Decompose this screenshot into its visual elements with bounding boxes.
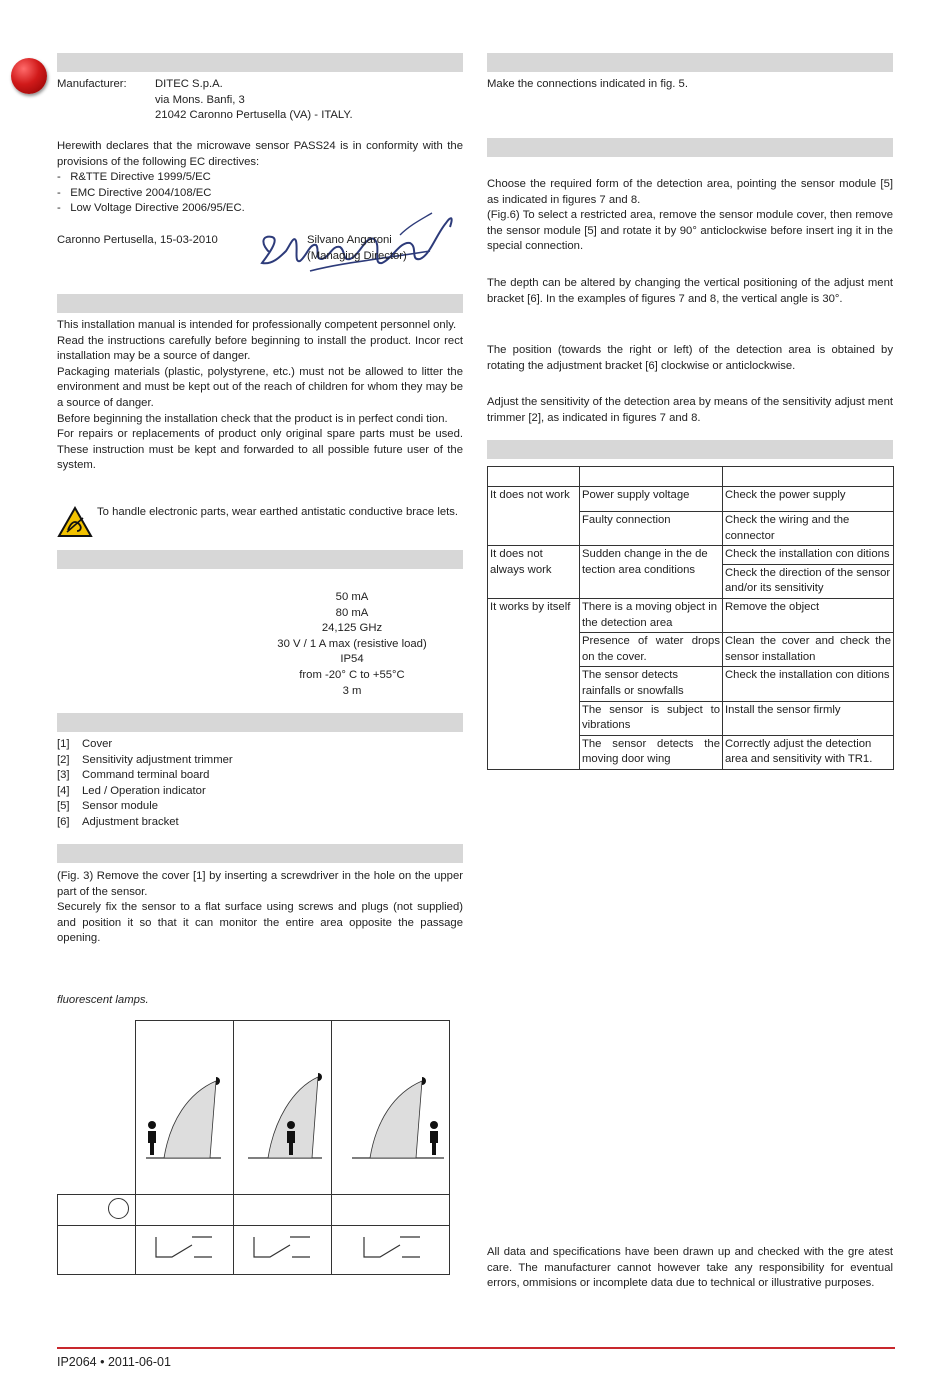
- spec-value: 80 mA: [335, 606, 369, 619]
- list-item: [57, 737, 233, 753]
- detection-figure: [57, 1020, 450, 1275]
- directive-label: Low Voltage Directive 2006/95/EC.: [70, 202, 245, 215]
- table-header-cell: [580, 467, 723, 487]
- installation-text: [57, 869, 463, 947]
- list-item: [57, 815, 233, 831]
- part-label: Adjustment bracket: [82, 815, 179, 828]
- section-bar-specs: [57, 550, 463, 569]
- part-number: [6]: [57, 815, 70, 828]
- remedy-cell: Correctly adjust the detection area and sensitivity with TR1.: [723, 735, 894, 769]
- safety-text: [57, 318, 463, 474]
- directive-item: - R&TTE Directive 1999/5/EC: [57, 171, 211, 184]
- section-bar-safety: [57, 294, 463, 313]
- part-number: [2]: [57, 753, 70, 766]
- section-bar-adjustment: [487, 138, 893, 157]
- spec-value: 30 V / 1 A max (resistive load): [277, 637, 427, 650]
- part-number: [5]: [57, 800, 70, 813]
- adjustment-sensitivity-text: Adjust the sensitivity of the detection area by means of the sensitivity adjust ment trimmer [2], as indicated in figures 7 and 8.: [487, 396, 893, 424]
- document-code: IP2064 • 2011-06-01: [57, 1355, 171, 1369]
- section-bar-troubleshooting: [487, 440, 893, 459]
- list-item: [57, 784, 233, 800]
- remedy-cell: Check the installation con ditions: [723, 546, 894, 565]
- part-number: [3]: [57, 769, 70, 782]
- safety-paragraph: Packaging materials (plastic, polystyrene, etc.) must not be allowed to litter the environment and must be kept out of the reach of children for whom they may be a source of danger.: [57, 365, 463, 409]
- figure-divider: [58, 1194, 449, 1195]
- relay-contact-icon: [252, 1231, 312, 1263]
- scene-person-beyond: [332, 1021, 450, 1194]
- spec-value: 3 m: [342, 684, 362, 697]
- part-number: [1]: [57, 738, 70, 750]
- table-row: [488, 487, 894, 512]
- fluorescent-note: fluorescent lamps.: [57, 994, 149, 1006]
- cause-cell: The sensor detects the moving door wing: [580, 735, 723, 769]
- remedy-cell: Check the direction of the sensor and/or its sensitivity: [723, 564, 894, 598]
- cause-cell: The sensor is subject to vibrations: [580, 701, 723, 735]
- remedy-cell: Remove the object: [723, 598, 894, 632]
- directive-item: - Low Voltage Directive 2006/95/EC.: [57, 202, 245, 215]
- table-header-cell: [723, 467, 894, 487]
- figure-blank-cell: [57, 1020, 135, 1194]
- list-item: [57, 768, 233, 784]
- manufacturer-label: Manufacturer:: [57, 78, 127, 90]
- section-bar-parts: [57, 713, 463, 732]
- adjustment-form-text: [487, 177, 893, 255]
- troubleshooting-table: [487, 466, 894, 770]
- part-number: [4]: [57, 784, 70, 797]
- spec-value: IP54: [340, 653, 364, 666]
- manufacturer-line: DITEC S.p.A.: [155, 78, 223, 90]
- section-bar-installation: [57, 844, 463, 863]
- footer-divider: [57, 1347, 895, 1349]
- safety-paragraph: Before beginning the installation check that the product is in perfect condi tion.: [57, 412, 448, 425]
- table-header-cell: [488, 467, 580, 487]
- remedy-cell: Check the wiring and the connector: [723, 512, 894, 546]
- safety-paragraph: This installation manual is intended for professionally competent personnel only.: [57, 319, 457, 331]
- declaration-statement: Herewith declares that the microwave sensor PASS24 is in conformity with the provisions of the following EC directives:: [57, 140, 463, 168]
- adjustment-position-text: The position (towards the right or left) of the detection area is obtained by rotating the adjustment bracket [6] clockwise or anticlockwise.: [487, 344, 893, 372]
- manufacturer-line: via Mons. Banfi, 3: [155, 93, 245, 106]
- signer-name: Silvano Angaroni: [307, 234, 392, 246]
- part-label: Sensitivity adjustment trimmer: [82, 753, 233, 766]
- led-circle-icon: [108, 1198, 129, 1219]
- esd-warning-icon: [57, 506, 93, 538]
- remedy-cell: Clean the cover and check the sensor installation: [723, 633, 894, 667]
- cause-cell: There is a moving object in the detection area: [580, 598, 723, 632]
- part-label: Sensor module: [82, 800, 158, 813]
- adjustment-paragraph: Choose the required form of the detection area, pointing the sensor module [5] as indicated in figures 7 and 8.: [487, 178, 893, 206]
- spec-value: from -20° C to +55°C: [299, 668, 405, 681]
- remedy-cell: Install the sensor firmly: [723, 701, 894, 735]
- directive-label: R&TTE Directive 1999/5/EC: [70, 171, 211, 184]
- scene-person-inside: [234, 1021, 331, 1194]
- safety-paragraph: For repairs or replacements of product only original spare parts must be used. These instruction must be kept and forwarded to all possible future user of the system.: [57, 428, 463, 472]
- spec-values: [252, 590, 452, 699]
- relay-contact-icon: [154, 1231, 214, 1263]
- manufacturer-line: 21042 Caronno Pertusella (VA) - ITALY.: [155, 109, 353, 122]
- part-label: Command terminal board: [82, 769, 210, 782]
- fault-cell: It works by itself: [488, 598, 580, 769]
- fault-cell: It does not always work: [488, 546, 580, 599]
- directive-item: - EMC Directive 2004/108/EC: [57, 186, 212, 199]
- cause-cell: Faulty connection: [580, 512, 723, 546]
- table-row: [488, 546, 894, 565]
- part-label: Cover: [82, 738, 113, 750]
- table-row: [488, 598, 894, 632]
- remedy-cell: Check the power supply: [723, 487, 894, 512]
- cause-cell: Presence of water drops on the cover.: [580, 633, 723, 667]
- figure-divider: [58, 1225, 449, 1226]
- cause-cell: Power supply voltage: [580, 487, 723, 512]
- place-date: Caronno Pertusella, 15-03-2010: [57, 234, 218, 246]
- connections-text: Make the connections indicated in fig. 5.: [487, 78, 688, 90]
- table-header-row: [488, 467, 894, 487]
- section-bar-declaration: [57, 53, 463, 72]
- section-bar-connections: [487, 53, 893, 72]
- disclaimer-text: All data and specifications have been drawn up and checked with the gre atest care. The manufacturer cannot however take any responsibility for eventual errors, ommisions or incomplete data due to technical or illustrative purposes.: [487, 1246, 893, 1290]
- installation-paragraph: Securely fix the sensor to a flat surface using screws and plugs (not supplied) and position it so that it can monitor the entire area opposite the passage opening.: [57, 901, 463, 945]
- parts-list: [57, 737, 233, 831]
- spec-value: 50 mA: [335, 591, 369, 603]
- cause-cell: Sudden change in the de tection area conditions: [580, 546, 723, 599]
- signer-role: (Managing Director): [307, 249, 407, 262]
- esd-note: To handle electronic parts, wear earthed antistatic conductive brace lets.: [97, 506, 459, 518]
- directive-label: EMC Directive 2004/108/EC: [70, 186, 212, 199]
- scene-person-outside: [136, 1021, 233, 1194]
- relay-contact-icon: [362, 1231, 422, 1263]
- cause-cell: The sensor detects rainfalls or snowfalls: [580, 667, 723, 701]
- part-label: Led / Operation indicator: [82, 784, 206, 797]
- safety-paragraph: Read the instructions carefully before beginning to install the product. Incor rect installation may be a source of danger.: [57, 334, 463, 363]
- fault-cell: It does not work: [488, 487, 580, 546]
- spec-value: 24,125 GHz: [321, 622, 383, 635]
- remedy-cell: Check the installation con ditions: [723, 667, 894, 701]
- list-item: [57, 799, 233, 815]
- red-bullet-icon: [11, 58, 47, 94]
- adjustment-paragraph: (Fig.6) To select a restricted area, remove the sensor module cover, then remove the sensor module [5] and rotate it by 90° anticlockwise before insert ing it in the special connection.: [487, 209, 893, 253]
- adjustment-depth-text: The depth can be altered by changing the vertical positioning of the adjust ment bracket [6]. In the examples of figures 7 and 8, the vertical angle is 30°.: [487, 277, 893, 305]
- list-item: [57, 753, 233, 769]
- installation-paragraph: (Fig. 3) Remove the cover [1] by inserting a screwdriver in the hole on the upper part of the sensor.: [57, 870, 463, 898]
